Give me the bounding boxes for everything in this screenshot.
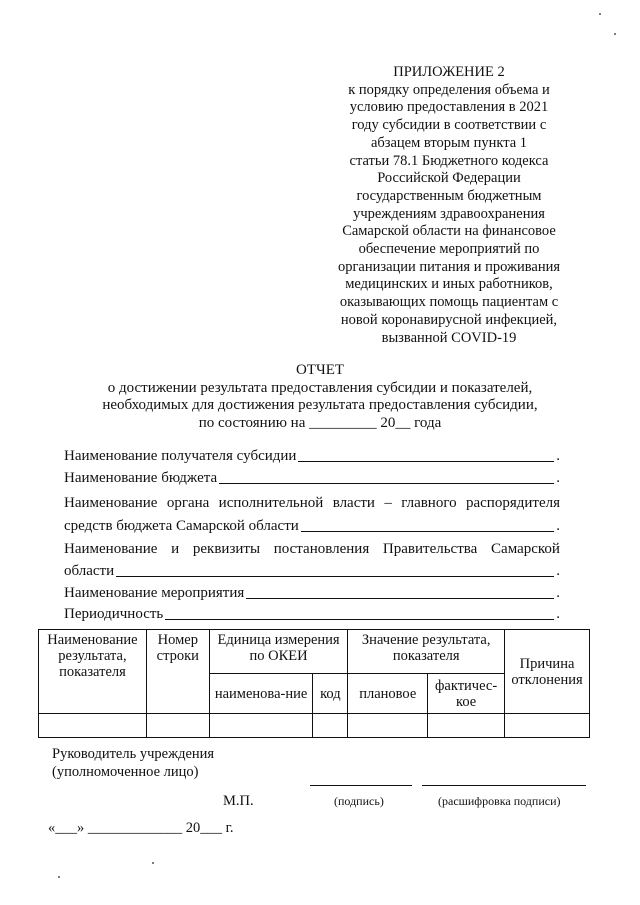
- date-line: «___» _____________ 20___ г.: [48, 820, 234, 836]
- signature-decode-line[interactable]: [422, 785, 586, 786]
- field-word: Самарской: [491, 541, 560, 557]
- field-word: и: [171, 541, 180, 557]
- field-word: органа: [166, 495, 210, 511]
- col-unit-header: Единица измерения по ОКЕИ: [209, 630, 348, 674]
- resolution-line-1: [64, 540, 560, 558]
- resolution-field[interactable]: области .: [64, 563, 560, 579]
- table-cell[interactable]: [209, 714, 313, 738]
- col-actual-header: фактичес-кое: [428, 674, 505, 714]
- col-value-header: Значение результата, показателя: [348, 630, 505, 674]
- event-blank[interactable]: [246, 597, 554, 599]
- col-unit-name-header: наименова-ние: [209, 674, 313, 714]
- field-word: главного: [401, 495, 457, 511]
- resolution-label: области: [64, 563, 115, 579]
- authority-blank[interactable]: [301, 530, 554, 532]
- budget-blank[interactable]: [219, 482, 554, 484]
- scan-speck: [58, 876, 60, 878]
- appendix-line: условию предоставления в 2021: [349, 99, 549, 116]
- scan-speck: [599, 13, 601, 15]
- field-word: постановления: [273, 541, 370, 557]
- periodicity-field[interactable]: Периодичность .: [64, 606, 560, 622]
- appendix-line: медицинских и иных работников,: [345, 276, 553, 293]
- authority-line-1: [64, 494, 560, 512]
- scan-speck: [614, 33, 616, 35]
- signature-decode-label: (расшифровка подписи): [438, 794, 561, 808]
- budget-label: Наименование бюджета: [64, 470, 218, 486]
- resolution-blank[interactable]: [116, 575, 554, 577]
- table-row: [39, 714, 590, 738]
- periodicity-blank[interactable]: [165, 618, 554, 620]
- field-word: Наименование: [64, 541, 158, 557]
- recipient-label: Наименование получателя субсидии: [64, 448, 297, 464]
- table-cell[interactable]: [428, 714, 505, 738]
- event-label: Наименование мероприятия: [64, 585, 245, 601]
- field-word: реквизиты: [192, 541, 261, 557]
- appendix-line: Самарской области на финансовое: [342, 223, 556, 240]
- authority-field[interactable]: средств бюджета Самарской области .: [64, 518, 560, 534]
- appendix-line: году субсидии в соответствии с: [351, 117, 547, 134]
- periodicity-label: Периодичность: [64, 606, 164, 622]
- table-cell[interactable]: [39, 714, 147, 738]
- appendix-line: к порядку определения объема и: [348, 81, 550, 98]
- event-field[interactable]: Наименование мероприятия .: [64, 585, 560, 601]
- appendix-line: обеспечение мероприятий по: [358, 241, 540, 258]
- report-subtitle-line-1: о достижении результата предоставления субсидии и показателей,: [107, 379, 533, 396]
- report-heading: [60, 362, 580, 432]
- appendix-heading: [318, 64, 580, 347]
- recipient-blank[interactable]: [298, 460, 554, 462]
- col-row-number-header: Номер строки: [146, 630, 209, 714]
- authority-label: средств бюджета Самарской области: [64, 518, 299, 534]
- field-word: Правительства: [382, 541, 478, 557]
- appendix-line: абзацем вторым пункта 1: [370, 134, 528, 151]
- stamp-label: М.П.: [223, 793, 254, 809]
- col-result-name-header: Наименование результата, показателя: [39, 630, 147, 714]
- report-date-line: по состоянию на _________ 20__ года: [198, 414, 442, 431]
- appendix-line: статьи 78.1 Бюджетного кодекса: [349, 152, 549, 169]
- field-word: исполнительной: [218, 495, 324, 511]
- table-cell[interactable]: [505, 714, 590, 738]
- field-word: власти: [332, 495, 375, 511]
- report-subtitle-line-2: необходимых для достижения результата предоставления субсидии,: [102, 397, 538, 413]
- col-unit-code-header: код: [313, 674, 348, 714]
- appendix-line: ПРИЛОЖЕНИЕ 2: [393, 64, 505, 80]
- head-title: Руководитель учреждения: [52, 746, 215, 762]
- appendix-line: государственным бюджетным: [356, 187, 542, 204]
- field-word: –: [384, 495, 392, 511]
- table-cell[interactable]: [313, 714, 348, 738]
- appendix-line: учреждениям здравоохранения: [353, 205, 545, 222]
- appendix-line: оказывающих помощь пациентам с: [339, 294, 559, 311]
- report-title: ОТЧЕТ: [295, 362, 345, 378]
- head-subtitle: (уполномоченное лицо): [52, 764, 199, 780]
- scan-speck: [152, 862, 154, 864]
- results-table: [38, 629, 590, 738]
- signature-label: (подпись): [334, 794, 384, 808]
- appendix-line: новой коронавирусной инфекцией,: [340, 311, 558, 328]
- field-word: распорядителя: [465, 495, 560, 511]
- budget-field[interactable]: Наименование бюджета .: [64, 470, 560, 486]
- appendix-line: организации питания и проживания: [337, 258, 561, 275]
- appendix-line: Российской Федерации: [377, 170, 521, 187]
- signature-line[interactable]: [310, 785, 412, 786]
- recipient-field[interactable]: Наименование получателя субсидии .: [64, 448, 560, 464]
- col-planned-header: плановое: [348, 674, 428, 714]
- field-word: Наименование: [64, 495, 158, 511]
- col-reason-header: Причина отклонения: [505, 630, 590, 714]
- table-cell[interactable]: [146, 714, 209, 738]
- appendix-line: вызванной COVID-19: [381, 329, 517, 346]
- table-cell[interactable]: [348, 714, 428, 738]
